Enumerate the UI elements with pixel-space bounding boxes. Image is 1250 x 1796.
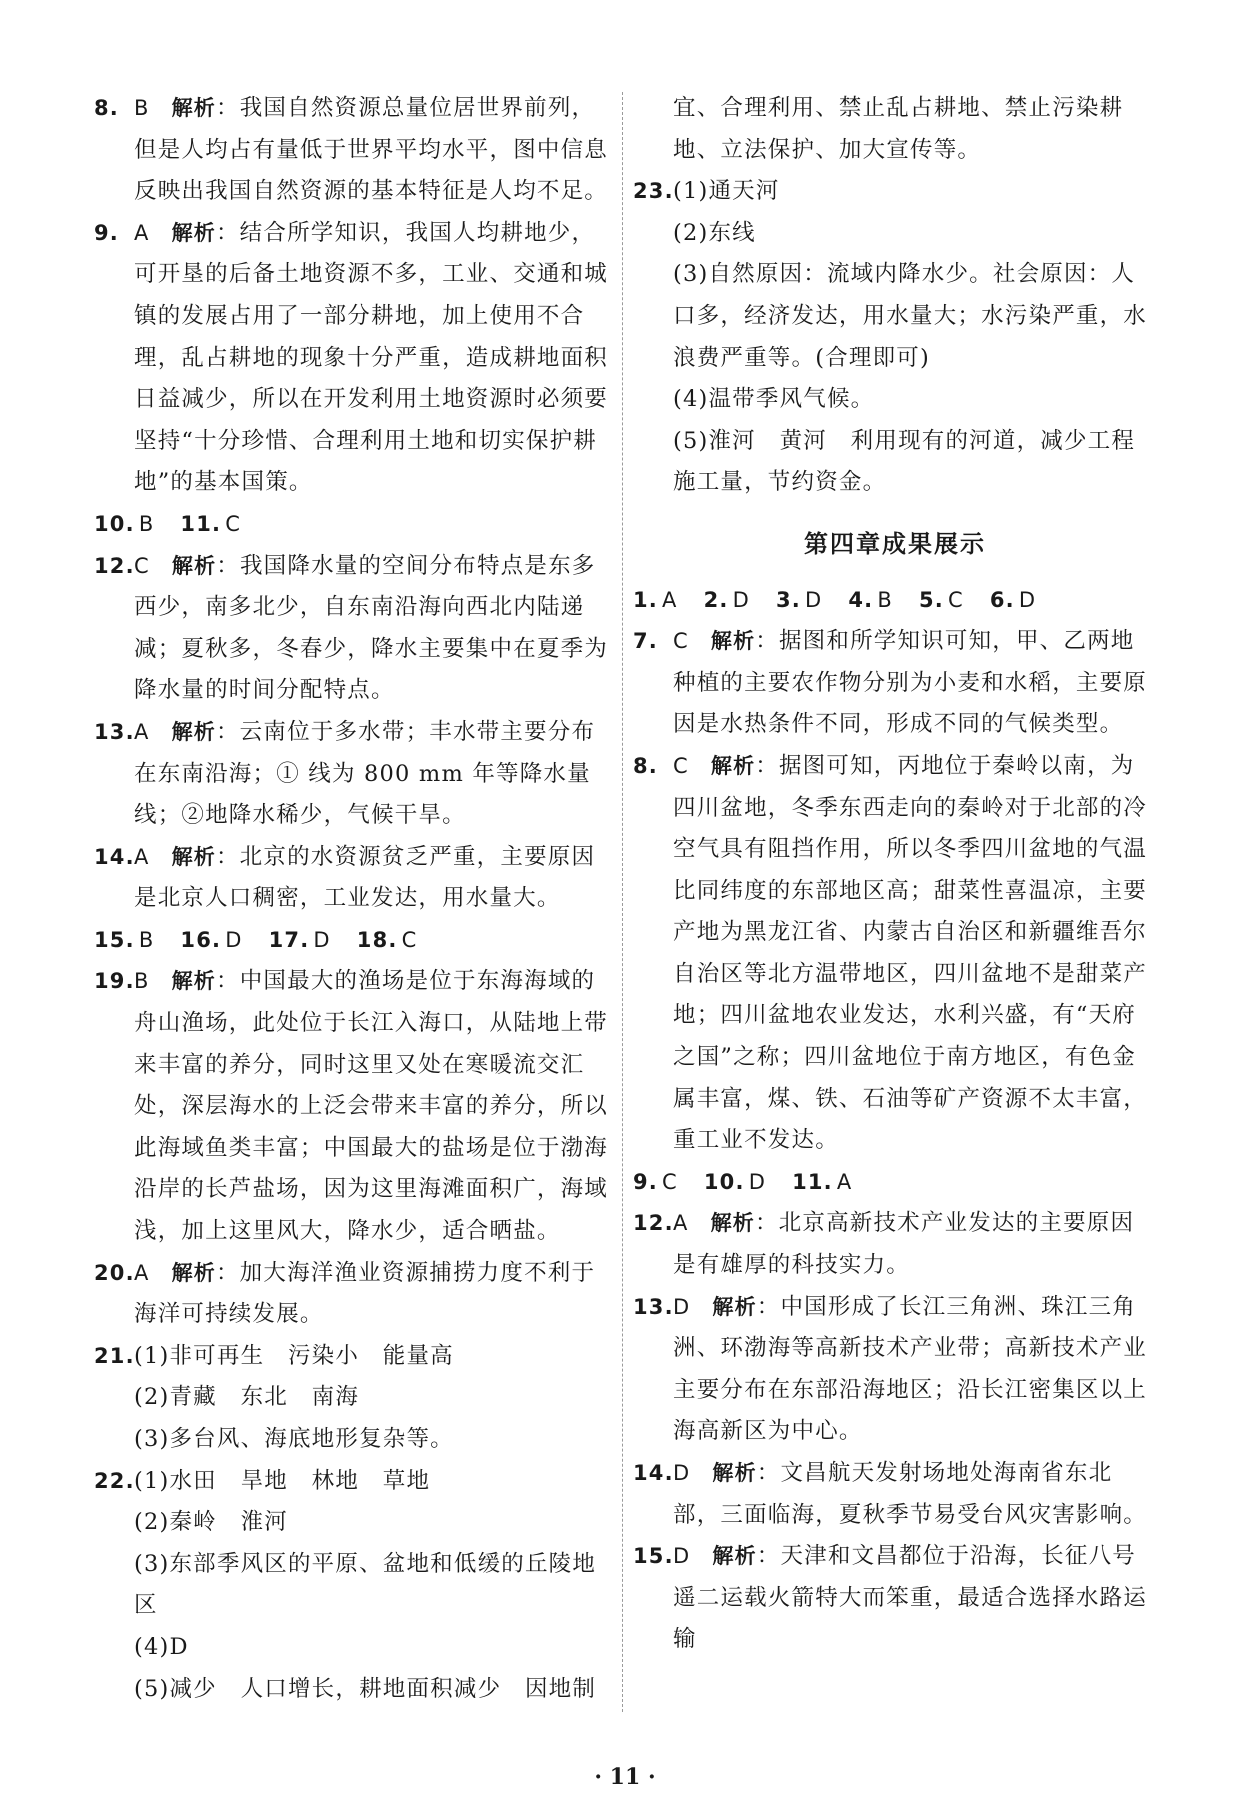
answer-9: 9. A 解析：结合所学知识，我国人均耕地少，可开垦的后备土地资源不多，工业、交通和城镇的发展占用了一部分耕地，加上使用不合理，乱占耕地的现象十分严重，造成耕地面积日益减少，所以在开发利用土地资源时必须要坚持“十分珍惜、合理利用土地和切实保护耕地”的基本国策。 xyxy=(94,219,609,496)
answer-7: 7. C 解析：据图和所学知识可知，甲、乙两地种植的主要农作物分别为小麦和水稻，主要原因是水热条件不同，形成不同的气候类型。 xyxy=(633,628,1148,738)
answer-22: 22. (1)水田 旱地 林地 草地 xyxy=(94,1467,431,1494)
answer-22-part-2: (2)秦岭 淮河 xyxy=(134,1509,288,1536)
answer-row-10-11: 10. B 11. C xyxy=(94,511,242,536)
answer-row-15-18: 15. B 16. D 17. D 18. C xyxy=(94,927,418,952)
answer-22-part-4: (4)D xyxy=(134,1633,189,1660)
answer-13: 13. A 解析：云南位于多水带；丰水带主要分布在东南沿海；① 线为 800 mm 年等降水量线；②地降水稀少，气候干旱。 xyxy=(94,718,596,829)
answer-row-1-6: 1. A 2. D 3. D 4. B 5. C 6. D xyxy=(633,587,1037,612)
answer-22-continued: 宜、合理利用、禁止乱占耕地、禁止污染耕地、立法保护、加大宣传等。 xyxy=(673,95,1124,163)
answer-23-part-5: (5)淮河 黄河 利用现有的河道，减少工程施工量，节约资金。 xyxy=(673,427,1136,496)
answer-23-part-2: (2)东线 xyxy=(673,219,756,246)
answer-22-part-5: (5)减少 人口增长，耕地面积减少 因地制 xyxy=(134,1675,597,1702)
answer-21-part-2: (2)青藏 东北 南海 xyxy=(134,1384,360,1411)
answer-19: 19. B 解析：中国最大的渔场是位于东海海域的舟山渔场，此处位于长江入海口，从陆地上带来丰富的养分，同时这里又处在寒暖流交汇处，深层海水的上泛会带来丰富的养分，所以此海域鱼类丰富；中国最大的盐场是位于渤海沿岸的长芦盐场，因为这里海滩面积广，海域浅，加上这里风大，降水少，适合晒盐。 xyxy=(94,968,609,1245)
right-column xyxy=(633,88,1157,1661)
answer-15-ch4: 15. D 解析：天津和文昌都位于沿海，长征八号遥二运载火箭特大而笨重，最适合选择水路运输 xyxy=(633,1543,1148,1653)
column-divider xyxy=(622,92,623,1712)
answer-8-ch4: 8. C 解析：据图可知，丙地位于秦岭以南，为四川盆地，冬季东西走向的秦岭对于北部的冷空气具有阻挡作用，所以冬季四川盆地的气温比同纬度的东部地区高；甜菜性喜温凉，主要产地为黑龙江省、内蒙古自治区和新疆维吾尔自治区等北方温带地区，四川盆地不是甜菜产地；四川盆地农业发达，水利兴盛，有“天府之国”之称；四川盆地位于南方地区，有色金属丰富，煤、铁、石油等矿产资源不太丰富，重工业不发达。 xyxy=(633,752,1148,1154)
answer-13-ch4: 13. D 解析：中国形成了长江三角洲、珠江三角洲、环渤海等高新技术产业带；高新技术产业主要分布在东部沿海地区；沿长江密集区以上海高新区为中心。 xyxy=(633,1293,1148,1445)
answer-21: 21. (1)非可再生 污染小 能量高 xyxy=(94,1342,454,1369)
answer-12: 12. C 解析：我国降水量的空间分布特点是东多西少，南多北少，自东南沿海向西北内陆递减；夏秋多，冬春少，降水主要集中在夏季为降水量的时间分配特点。 xyxy=(94,552,609,704)
answer-14-ch4: 14. D 解析：文昌航天发射场地处海南省东北部，三面临海，夏秋季节易受台风灾害影响。 xyxy=(633,1460,1148,1528)
answer-8: 8. B 解析：我国自然资源总量位居世界前列，但是人均占有量低于世界平均水平，图中信息反映出我国自然资源的基本特征是人均不足。 xyxy=(94,95,609,205)
answer-23: 23. (1)通天河 xyxy=(633,178,780,205)
section-heading: 第四章成果展示 xyxy=(804,529,986,558)
answer-14: 14. A 解析：北京的水资源贫乏严重，主要原因是北京人口稠密，工业发达，用水量大。 xyxy=(94,843,596,912)
answer-21-part-3: (3)多台风、海底地形复杂等。 xyxy=(134,1426,454,1452)
answer-23-part-3: (3)自然原因：流域内降水少。社会原因：人口多，经济发达，用水量大；水污染严重，水浪费严重等。(合理即可) xyxy=(673,261,1148,371)
page-number: · 11 · xyxy=(594,1764,656,1790)
answer-22-part-3: (3)东部季风区的平原、盆地和低缓的丘陵地区 xyxy=(134,1550,597,1619)
answer-20: 20. A 解析：加大海洋渔业资源捕捞力度不利于海洋可持续发展。 xyxy=(94,1259,596,1328)
answer-row-9-11: 9. C 10. D 11. A xyxy=(633,1169,853,1194)
answer-23-part-4: (4)温带季风气候。 xyxy=(673,386,875,413)
answer-12-ch4: 12. A 解析：北京高新技术产业发达的主要原因是有雄厚的科技实力。 xyxy=(633,1210,1135,1279)
left-column xyxy=(94,88,614,1710)
